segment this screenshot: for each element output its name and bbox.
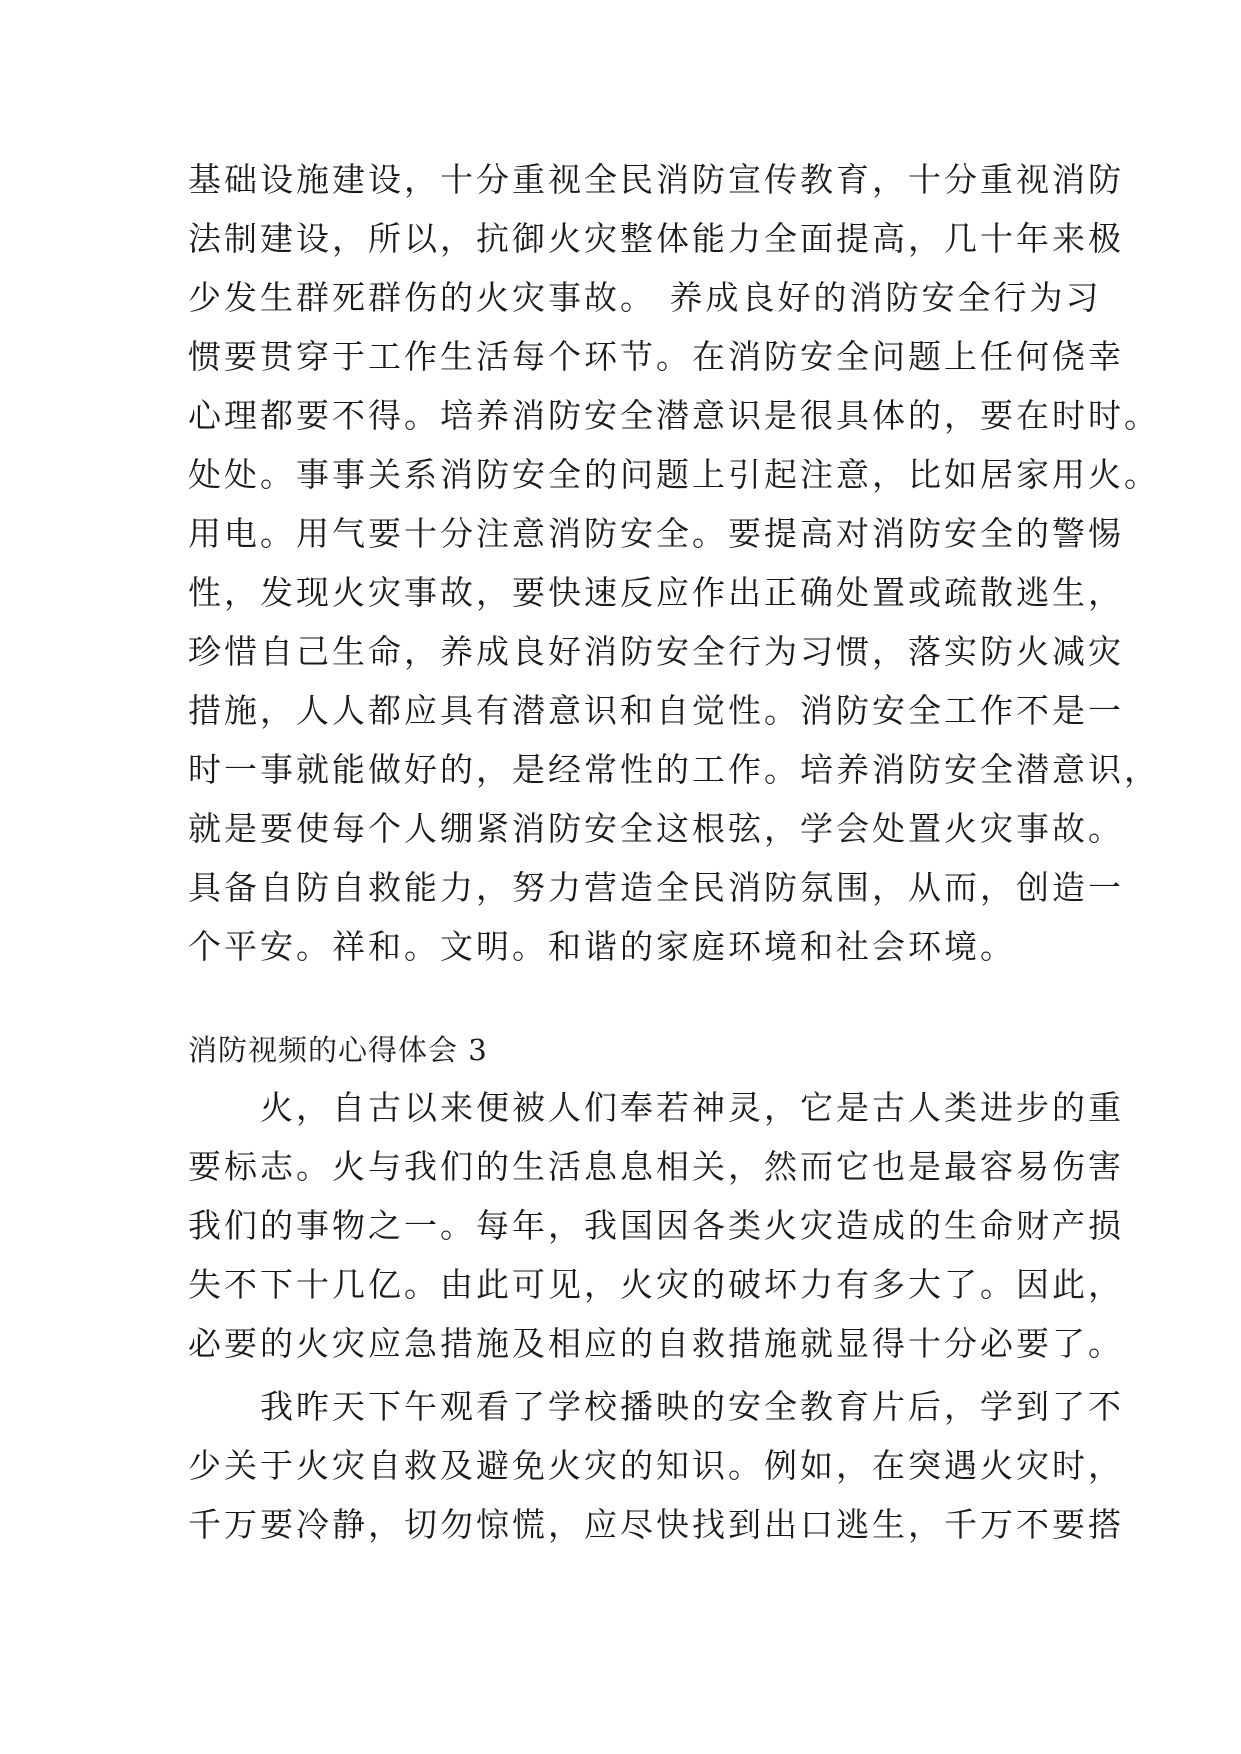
text-line: 性，发现火灾事故，要快速反应作出正确处置或疏散逃生， — [188, 573, 1124, 612]
text-line: 时一事就能做好的，是经常性的工作。培养消防安全潜意识， — [188, 750, 1160, 789]
text-line: 法制建设，所以，抗御火灾整体能力全面提高，几十年来极 — [188, 219, 1124, 258]
text-line: 措施，人人都应具有潜意识和自觉性。消防安全工作不是一 — [188, 691, 1124, 730]
text-line: 珍惜自己生命，养成良好消防安全行为习惯，落实防火减灾 — [188, 632, 1124, 671]
text-line: 个平安。祥和。文明。和谐的家庭环境和社会环境。 — [188, 927, 1016, 966]
paragraph-2 — [188, 1377, 1124, 1554]
text-line: 少发生群死群伤的火灾事故。 养成良好的消防安全行为习 — [188, 278, 1102, 317]
paragraph-1 — [188, 1078, 1124, 1373]
text-line: 心理都要不得。培养消防安全潜意识是很具体的，要在时时。 — [188, 396, 1160, 435]
text-line: 火，自古以来便被人们奉若神灵，它是古人类进步的重 — [188, 1088, 1124, 1127]
text-line: 我们的事物之一。每年，我国因各类火灾造成的生命财产损 — [188, 1206, 1124, 1245]
text-line: 我昨天下午观看了学校播映的安全教育片后，学到了不 — [188, 1387, 1124, 1426]
text-line: 用电。用气要十分注意消防安全。要提高对消防安全的警惕 — [188, 514, 1124, 553]
text-line: 必要的火灾应急措施及相应的自救措施就显得十分必要了。 — [188, 1324, 1124, 1363]
paragraph-continued — [188, 150, 1160, 976]
text-line: 基础设施建设，十分重视全民消防宣传教育，十分重视消防 — [188, 160, 1124, 199]
text-line: 惯要贯穿于工作生活每个环节。在消防安全问题上任何侥幸 — [188, 337, 1124, 376]
text-line: 少关于火灾自救及避免火灾的知识。例如，在突遇火灾时， — [188, 1446, 1124, 1485]
text-line: 要标志。火与我们的生活息息相关，然而它也是最容易伤害 — [188, 1147, 1124, 1186]
text-line: 就是要使每个人绷紧消防安全这根弦，学会处置火灾事故。 — [188, 809, 1124, 848]
text-line: 处处。事事关系消防安全的问题上引起注意，比如居家用火。 — [188, 455, 1160, 494]
text-line: 失不下十几亿。由此可见，火灾的破坏力有多大了。因此， — [188, 1265, 1124, 1304]
text-line: 具备自防自救能力，努力营造全民消防氛围，从而，创造一 — [188, 868, 1124, 907]
section-heading: 消防视频的心得体会 3 — [188, 1033, 488, 1067]
text-line: 千万要冷静，切勿惊慌，应尽快找到出口逃生，千万不要搭 — [188, 1505, 1124, 1544]
